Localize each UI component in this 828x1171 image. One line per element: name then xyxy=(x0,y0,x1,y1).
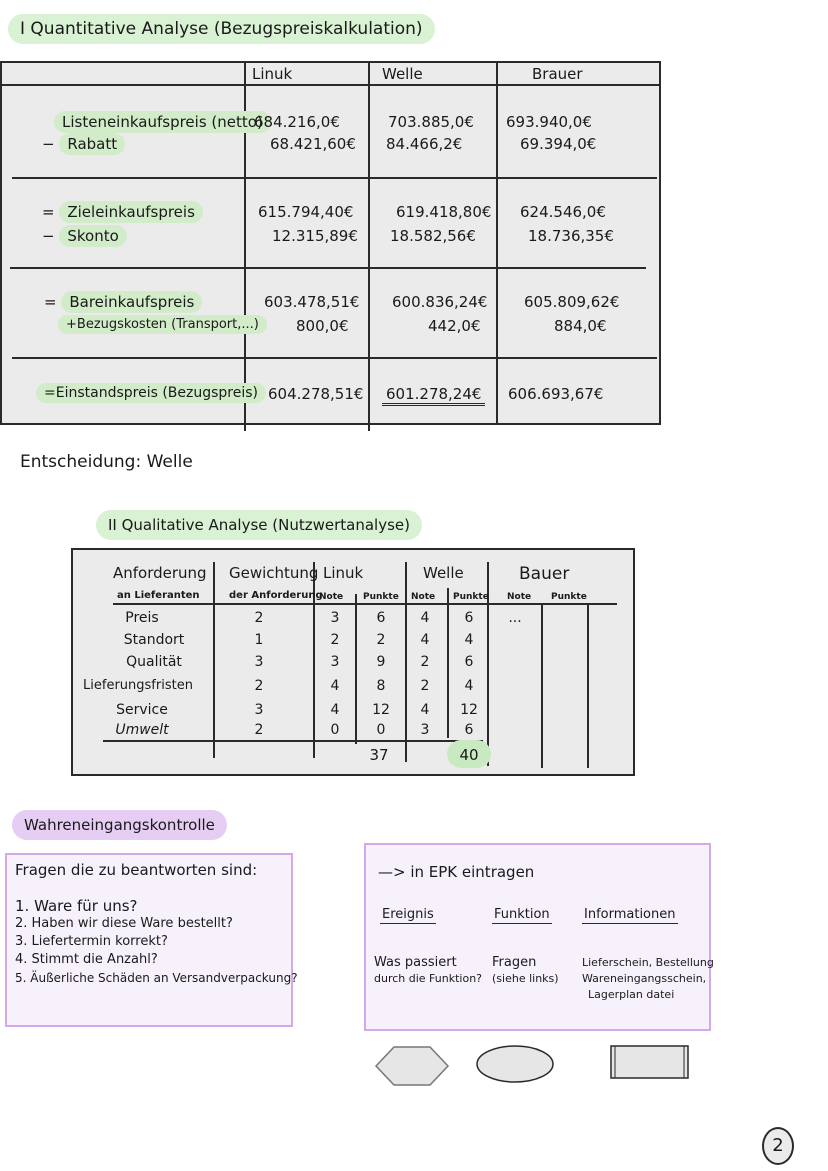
divider xyxy=(113,603,617,605)
row-label-bareinkaufspreis: = Bareinkaufspreis xyxy=(44,293,202,311)
value-welle-einstandspreis: 601.278,24€ xyxy=(382,385,485,403)
linuk-note: 3 xyxy=(330,654,340,670)
value-linuk-bezugskosten: 800,0€ xyxy=(296,317,349,335)
value-linuk-listeneinkaufspreis: 684.216,0€ xyxy=(254,113,340,131)
column-header-linuk: Linuk xyxy=(252,65,293,83)
divider xyxy=(587,604,589,768)
row-label-zieleinkaufspreis: = Zieleinkaufspreis xyxy=(42,203,203,221)
welle-note: 4 xyxy=(420,610,430,626)
divider xyxy=(12,357,657,359)
weight-value: 3 xyxy=(254,654,264,670)
row-label-listeneinkaufspreis: Listeneinkaufspreis (netto) xyxy=(54,113,271,131)
row-label-bezugskosten: +Bezugskosten (Transport,...) xyxy=(58,317,267,332)
requirement-name: Service xyxy=(116,702,168,718)
header-requirement-sub: an Lieferanten xyxy=(117,590,200,601)
divider xyxy=(103,740,483,742)
value-welle-listeneinkaufspreis: 703.885,0€ xyxy=(388,113,474,131)
welle-note: 3 xyxy=(420,722,430,738)
column-header-welle: Welle xyxy=(382,65,423,83)
utility-analysis-table xyxy=(71,548,635,776)
row-label-rabatt: − Rabatt xyxy=(42,135,125,153)
divider xyxy=(355,594,357,744)
text-line: Wareneingangsschein, xyxy=(582,972,707,985)
header-bauer: Bauer xyxy=(519,564,570,584)
welle-points: 4 xyxy=(464,632,474,648)
bauer-note: ... xyxy=(508,610,522,626)
epk-box xyxy=(364,843,714,1031)
welle-points: 12 xyxy=(460,702,478,718)
weight-value: 1 xyxy=(254,632,264,648)
questions-heading: Fragen die zu beantworten sind: xyxy=(15,861,258,879)
subheader-bauer-note: Note xyxy=(507,592,532,602)
section-title-qualitative: II Qualitative Analyse (Nutzwertanalyse) xyxy=(96,510,422,540)
value-linuk-skonto: 12.315,89€ xyxy=(272,227,358,245)
text-line: Was passiert xyxy=(374,955,457,970)
linuk-points: 2 xyxy=(376,632,386,648)
value-brauer-einstandspreis: 606.693,67€ xyxy=(508,385,604,403)
epk-informationen-text xyxy=(582,955,714,1003)
divider xyxy=(12,177,657,179)
header-welle: Welle xyxy=(423,564,464,582)
text-line: durch die Funktion? xyxy=(374,972,483,985)
welle-points: 6 xyxy=(464,654,474,670)
total-welle: 40 xyxy=(459,746,479,764)
questions-box xyxy=(5,853,298,1027)
subheader-linuk-note: Note xyxy=(319,592,344,602)
total-linuk: 37 xyxy=(369,746,389,764)
header-weight: Gewichtung xyxy=(229,564,319,582)
divider xyxy=(447,588,449,738)
column-header-brauer: Brauer xyxy=(532,65,583,83)
weight-value: 2 xyxy=(254,610,264,626)
value-linuk-einstandspreis: 604.278,51€ xyxy=(268,385,364,403)
value-welle-skonto: 18.582,56€ xyxy=(390,227,476,245)
epk-column-ereignis: Ereignis xyxy=(382,907,434,922)
value-welle-zieleinkaufspreis: 619.418,80€ xyxy=(396,203,492,221)
welle-points: 6 xyxy=(464,610,474,626)
subheader-welle-punkte: Punkte xyxy=(453,592,489,602)
divider xyxy=(541,604,543,768)
text-line: Lieferschein, Bestellung xyxy=(582,956,714,969)
divider xyxy=(496,63,498,425)
question-item: 3. Liefertermin korrekt? xyxy=(15,934,168,949)
linuk-points: 6 xyxy=(376,610,386,626)
linuk-note: 3 xyxy=(330,610,340,626)
value-linuk-rabatt: 68.421,60€ xyxy=(270,135,356,153)
divider xyxy=(405,562,407,762)
welle-note: 2 xyxy=(420,678,430,694)
linuk-points: 9 xyxy=(376,654,386,670)
linuk-points: 0 xyxy=(376,722,386,738)
row-label-einstandspreis: =Einstandspreis (Bezugspreis) xyxy=(36,385,266,401)
section-title-wareneingangskontrolle: Wahreneingangskontrolle xyxy=(12,810,227,840)
weight-value: 3 xyxy=(254,702,264,718)
subheader-bauer-punkte: Punkte xyxy=(551,592,587,602)
welle-points: 4 xyxy=(464,678,474,694)
value-welle-bezugskosten: 442,0€ xyxy=(428,317,481,335)
welle-points: 6 xyxy=(464,722,474,738)
requirement-name: Standort xyxy=(123,632,185,648)
epk-column-informationen: Informationen xyxy=(584,907,676,922)
function-ellipse-icon xyxy=(475,1044,555,1084)
event-hexagon-icon xyxy=(374,1045,450,1087)
row-label-skonto: − Skonto xyxy=(42,227,127,245)
question-item: 5. Äußerliche Schäden an Versandverpackung? xyxy=(15,971,298,985)
information-rectangle-icon xyxy=(610,1044,690,1080)
epk-funktion-text xyxy=(492,955,559,987)
question-item: 4. Stimmt die Anzahl? xyxy=(15,952,158,967)
purchase-price-table xyxy=(0,61,661,425)
section-title-quantitative: I Quantitative Analyse (Bezugspreiskalkulation) xyxy=(8,14,435,44)
divider xyxy=(368,63,370,431)
welle-note: 4 xyxy=(420,632,430,648)
header-requirement: Anforderung xyxy=(113,564,207,582)
weight-value: 2 xyxy=(254,678,264,694)
weight-value: 2 xyxy=(254,722,264,738)
requirement-name: Lieferungsfristen xyxy=(83,678,193,693)
welle-note: 4 xyxy=(420,702,430,718)
epk-ereignis-text xyxy=(374,955,482,987)
requirement-name: Umwelt xyxy=(115,722,169,738)
value-linuk-bareinkaufspreis: 603.478,51€ xyxy=(264,293,360,311)
value-brauer-listeneinkaufspreis: 693.940,0€ xyxy=(506,113,592,131)
value-brauer-rabatt: 69.394,0€ xyxy=(520,135,597,153)
text-line: Fragen xyxy=(492,955,537,970)
linuk-points: 8 xyxy=(376,678,386,694)
divider xyxy=(2,84,661,86)
subheader-linuk-punkte: Punkte xyxy=(363,592,399,602)
epk-column-funktion: Funktion xyxy=(494,907,550,922)
linuk-points: 12 xyxy=(372,702,390,718)
linuk-note: 4 xyxy=(330,678,340,694)
value-brauer-bareinkaufspreis: 605.809,62€ xyxy=(524,293,620,311)
divider xyxy=(10,267,646,269)
subheader-welle-note: Note xyxy=(411,592,436,602)
value-welle-rabatt: 84.466,2€ xyxy=(386,135,463,153)
page-number-badge: 2 xyxy=(762,1127,794,1165)
linuk-note: 2 xyxy=(330,632,340,648)
value-welle-bareinkaufspreis: 600.836,24€ xyxy=(392,293,488,311)
linuk-note: 0 xyxy=(330,722,340,738)
requirement-name: Preis xyxy=(125,610,159,626)
linuk-note: 4 xyxy=(330,702,340,718)
question-item: 2. Haben wir diese Ware bestellt? xyxy=(15,916,233,931)
text-line: (siehe links) xyxy=(492,972,559,985)
header-linuk: Linuk xyxy=(323,564,364,582)
value-brauer-bezugskosten: 884,0€ xyxy=(554,317,607,335)
question-item: 1. Ware für uns? xyxy=(15,897,138,915)
epk-heading: —> in EPK eintragen xyxy=(378,863,535,881)
value-brauer-zieleinkaufspreis: 624.546,0€ xyxy=(520,203,606,221)
value-linuk-zieleinkaufspreis: 615.794,40€ xyxy=(258,203,354,221)
value-brauer-skonto: 18.736,35€ xyxy=(528,227,614,245)
text-line: Lagerplan datei xyxy=(588,988,675,1001)
decision-text: Entscheidung: Welle xyxy=(20,452,193,472)
welle-note: 2 xyxy=(420,654,430,670)
header-weight-sub: der Anforderung xyxy=(229,590,323,601)
requirement-name: Qualität xyxy=(126,654,182,670)
